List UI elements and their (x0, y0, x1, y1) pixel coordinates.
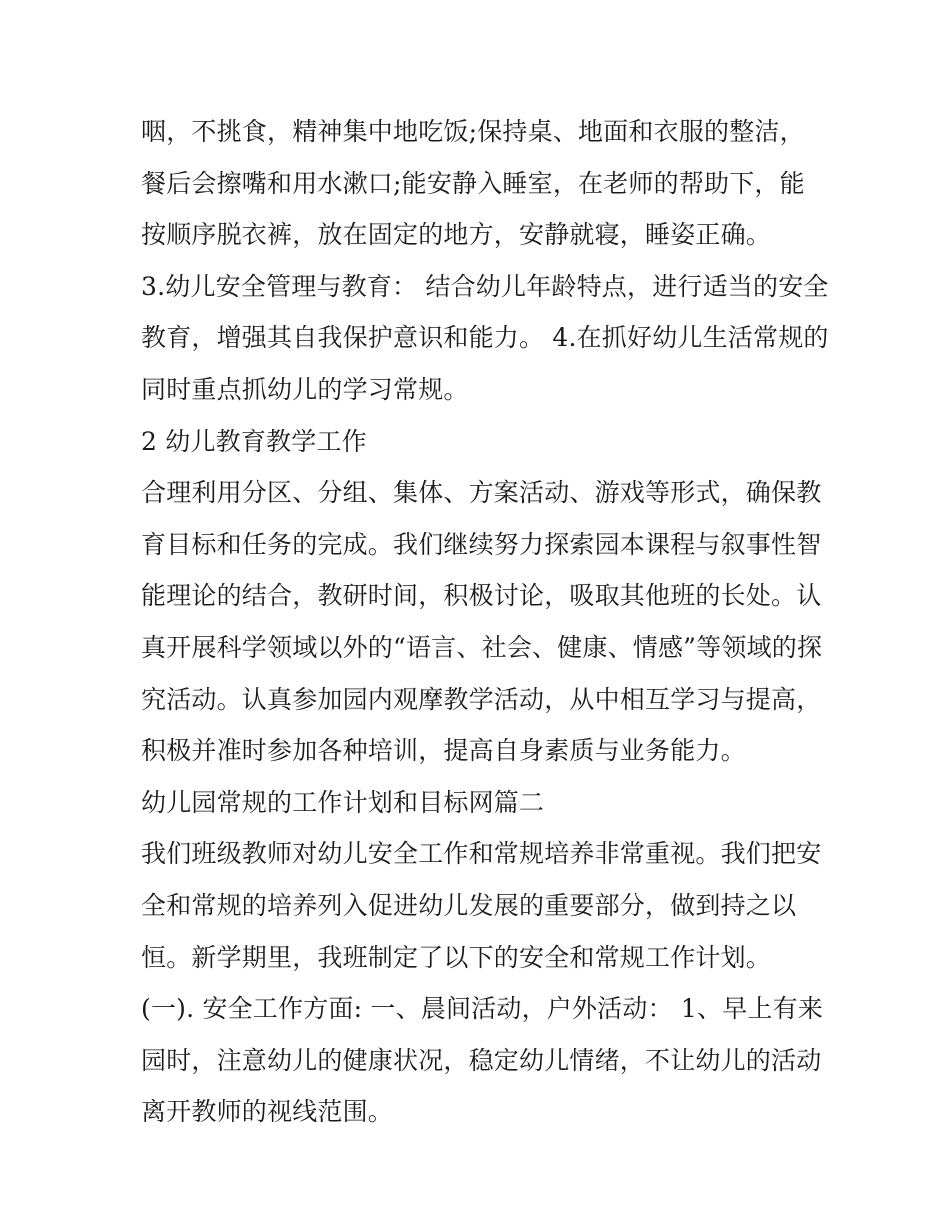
text-line: 积极并准时参加各种培训，提高自身素质与业务能力。 (141, 736, 746, 766)
text-line: 育目标和任务的完成。我们继续努力探索园本课程与叙事性智 (141, 529, 822, 559)
text-line: 同时重点抓幼儿的学习常规。 (141, 374, 469, 404)
text-line: 真开展科学领域以外的“语言、社会、健康、情感”等领域的探 (141, 632, 823, 662)
text-line: 究活动。认真参加园内观摩教学活动，从中相互学习与提高， (141, 684, 822, 714)
text-line: 我们班级教师对幼儿安全工作和常规培养非常重视。我们把安 (141, 839, 822, 869)
text-line: 恒。新学期里，我班制定了以下的安全和常规工作计划。 (141, 942, 772, 972)
text-line: 全和常规的培养列入促进幼儿发展的重要部分，做到持之以 (141, 890, 797, 920)
text-line: 按顺序脱衣裤，放在固定的地方，安静就寝，睡姿正确。 (141, 220, 772, 250)
document-body (141, 106, 829, 1138)
text-line: 园时，注意幼儿的健康状况，稳定幼儿情绪，不让幼儿的活动 (141, 1045, 822, 1075)
section-heading: 2 幼儿教育教学工作 (141, 426, 367, 456)
text-line: 能理论的结合，教研时间，积极讨论，吸取其他班的长处。认 (141, 581, 822, 611)
text-line: 合理利用分区、分组、集体、方案活动、游戏等形式，确保教 (141, 478, 822, 508)
text-line: 教育，增强其自我保护意识和能力。 4.在抓好幼儿生活常规的 (141, 323, 829, 353)
text-line: 咽，不挑食，精神集中地吃饭;保持桌、地面和衣服的整洁， (141, 117, 805, 146)
text-line: 离开教师的视线范围。 (141, 1097, 394, 1127)
text-line: 餐后会擦嘴和用水漱口;能安静入睡室，在老师的帮助下，能 (141, 168, 805, 198)
text-line: (一). 安全工作方面: 一、晨间活动，户外活动： 1、早上有来 (141, 994, 824, 1024)
section-heading: 幼儿园常规的工作计划和目标网篇二 (141, 787, 545, 817)
text-line: 3.幼儿安全管理与教育： 结合幼儿年龄特点，进行适当的安全 (141, 271, 829, 301)
